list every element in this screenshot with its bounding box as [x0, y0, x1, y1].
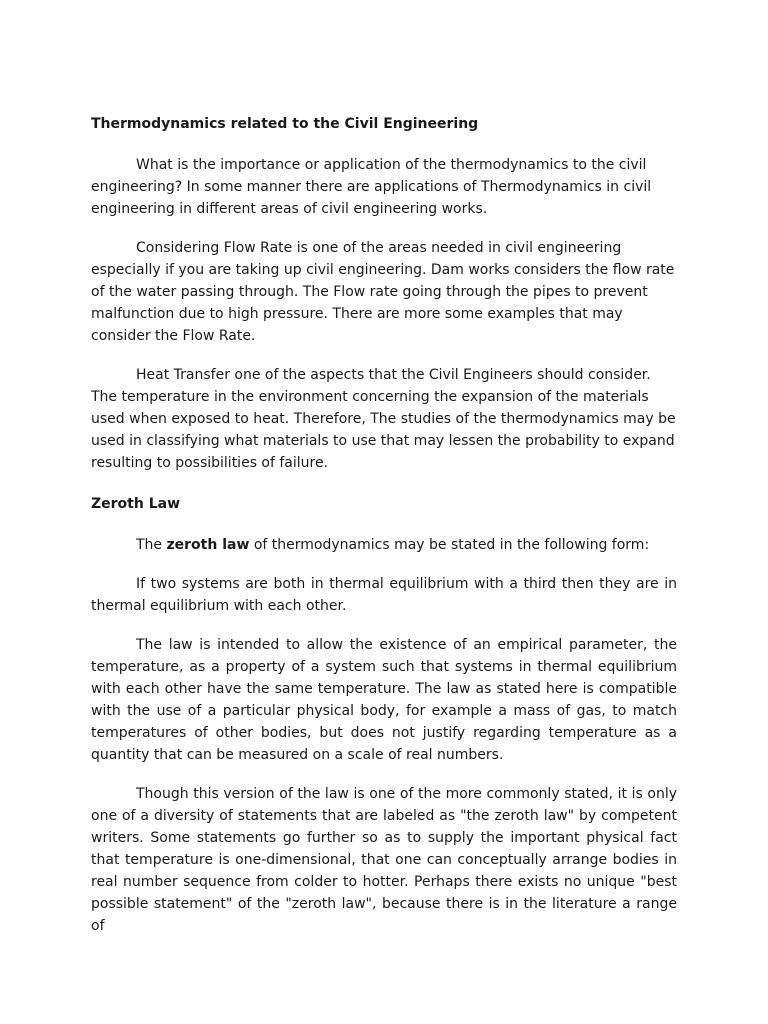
paragraph-heat-transfer: Heat Transfer one of the aspects that the Civil Engineers should consider. The temperature in the environment concerning the expansion of the materials used when exposed to heat. Therefore, The studies of the thermodynamics may be used in classifying what materials to use that may lessen the probability to expand resulting to possibilities of failure.: [91, 367, 676, 471]
paragraph-zeroth-versions: Though this version of the law is one of the more commonly stated, it is only one of a diversity of statements that are labeled as "the zeroth law" by competent writers. Some statements go further so as to supply the important physical fact that temperature is one-dimensional, that one can conceptually arrange bodies in real number sequence from colder to hotter. Perhaps there exists no unique "best possible statement" of the "zeroth law", because there is in the literature a range of: [91, 786, 677, 934]
paragraph-zeroth-explanation: The law is intended to allow the existence of an empirical parameter, the temperature, as a property of a system such that systems in thermal equilibrium with each other have the same temperature. The law as stated here is compatible with the use of a particular physical body, for example a mass of gas, to match temperatures of other bodies, but does not justify regarding temperature as a quantity that can be measured on a scale of real numbers.: [91, 637, 677, 763]
paragraph-flow-rate: Considering Flow Rate is one of the areas needed in civil engineering especially if you are taking up civil engineering. Dam works considers the flow rate of the water passing through. The Flow rate going through the pipes to prevent malfunction due to high pressure. There are more some examples that may consider the Flow Rate.: [91, 240, 675, 344]
paragraph-intro: What is the importance or application of the thermodynamics to the civil engineering? In some manner there are applications of Thermodynamics in civil engineering in different areas of civil engineering works.: [91, 157, 652, 217]
zeroth-intro-after: of thermodynamics may be stated in the following form:: [249, 537, 650, 553]
document-title: Thermodynamics related to the Civil Engineering: [91, 116, 479, 132]
paragraph-zeroth-statement: If two systems are both in thermal equilibrium with a third then they are in thermal equilibrium with each other.: [91, 576, 677, 614]
section-heading-zeroth-law: Zeroth Law: [91, 496, 181, 512]
zeroth-intro-bold: zeroth law: [166, 537, 250, 553]
zeroth-intro-before: The: [136, 537, 167, 553]
paragraph-zeroth-intro: [91, 534, 677, 556]
document-page: [91, 113, 677, 954]
